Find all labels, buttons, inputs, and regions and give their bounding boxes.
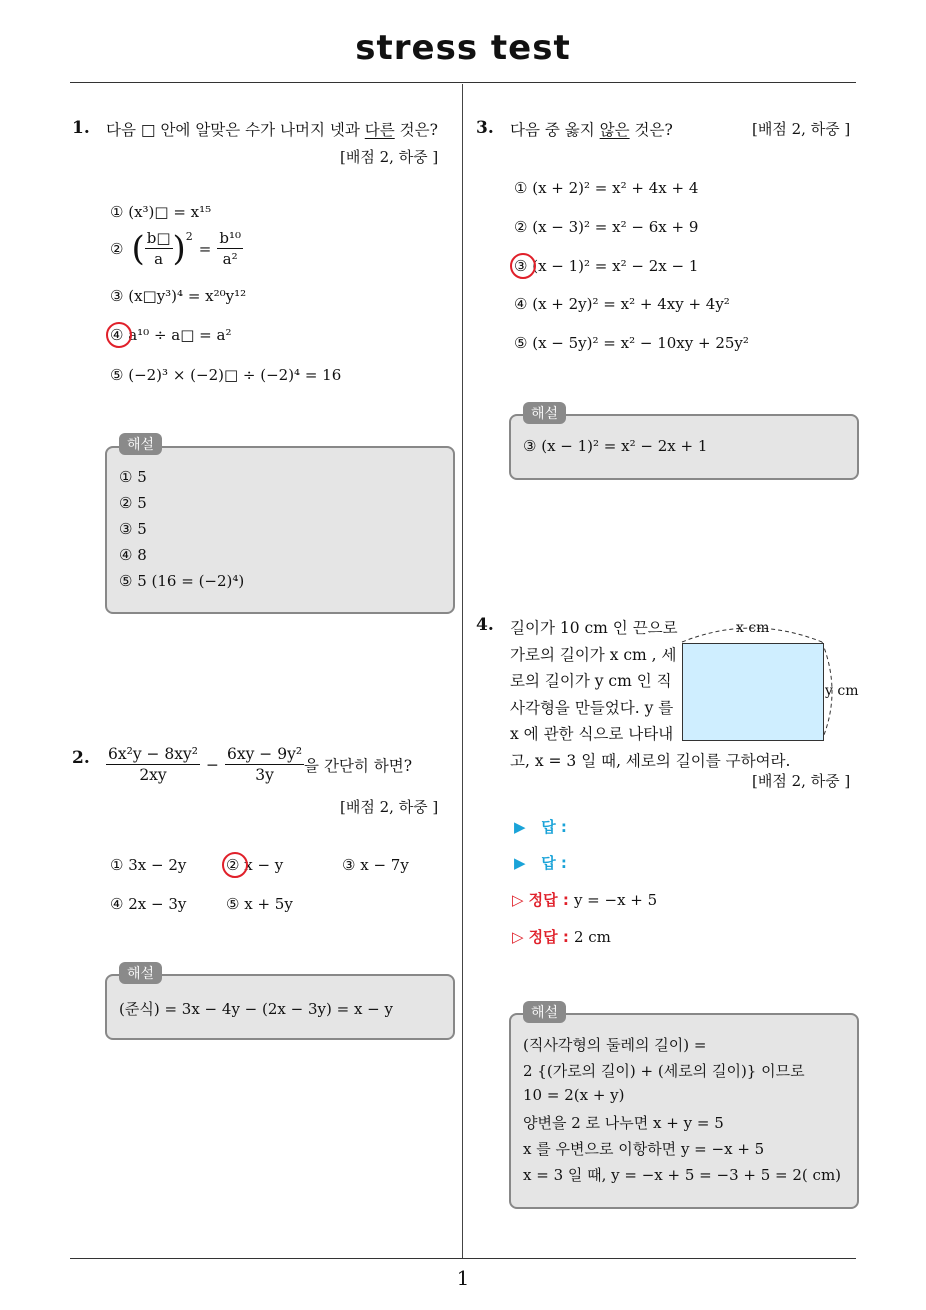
- q2-solution-line: (준식) = 3x − 4y − (2x − 3y) = x − y: [119, 1000, 393, 1018]
- page-number: 1: [456, 1266, 470, 1290]
- q1-option-2[interactable]: ② ( $\frac{b□}{a}$ ) 2 = $\frac{\text{b¹⁰}}{\text{a²}}$: [110, 228, 241, 269]
- q2-number: 2.: [72, 748, 90, 768]
- q3-option-5[interactable]: ⑤ (x − 5y)² = x² − 10xy + 25y²: [514, 334, 749, 352]
- q3-solution-tag: 해설: [523, 402, 566, 424]
- q3-number: 3.: [476, 118, 494, 138]
- q3-option-2[interactable]: ② (x − 3)² = x² − 6x + 9: [514, 218, 699, 236]
- q1-meta: [배점 2, 하중 ]: [340, 148, 439, 166]
- correct-answer-row: ▷ 정답 : y = −x + 5: [512, 891, 658, 909]
- answer-row: ▶ 답 :: [514, 818, 567, 836]
- q2-solution-tag: 해설: [119, 962, 162, 984]
- q1-option-1[interactable]: ① (x³)□ = x¹⁵: [110, 203, 212, 221]
- q4-solution-line: 양변을 2 로 나누면 x + y = 5: [523, 1114, 724, 1132]
- q2-text: $\frac{\text{6x²y − 8xy²}}{2xy}$ − $\frac{\text{6xy − 9y²}}{3y}$ 을 간단히 하면?: [108, 745, 413, 784]
- column-divider: [462, 84, 463, 1258]
- play-icon: ▶: [514, 854, 526, 872]
- q1-solution-line: ① 5: [119, 468, 147, 486]
- height-label: y cm: [825, 683, 859, 699]
- q4-meta: [배점 2, 하중 ]: [752, 772, 851, 790]
- q3-option-1[interactable]: ① (x + 2)² = x² + 4x + 4: [514, 179, 699, 197]
- outline-play-icon: ▷: [512, 928, 524, 946]
- q1-text: 다음 □ 안에 알맞은 수가 나머지 넷과 다른 것은?: [106, 121, 438, 139]
- outline-play-icon: ▷: [512, 891, 524, 909]
- q1-solution-line: ② 5: [119, 494, 147, 512]
- q4-solution-line: 2 {(가로의 길이) + (세로의 길이)} 이므로: [523, 1062, 805, 1080]
- q2-option-3[interactable]: ③ x − 7y: [342, 856, 409, 874]
- q2-option-5[interactable]: ⑤ x + 5y: [226, 895, 293, 913]
- width-label: x cm: [736, 620, 770, 636]
- q4-solution-line: (직사각형의 둘레의 길이) =: [523, 1036, 707, 1054]
- q3-option-4[interactable]: ④ (x + 2y)² = x² + 4xy + 4y²: [514, 295, 730, 313]
- q3-text: 다음 중 옳지 않은 것은?: [510, 121, 673, 139]
- q4-text: 길이가 10 cm 인 끈으로 가로의 길이가 x cm , 세 로의 길이가 y cm 인 직 사각형을 만들었다. y 를 x 에 관한 식으로 나타내 고, x = 3 일 때, 세로의 길이를 구하여라.: [510, 619, 791, 770]
- q1-solution-line: ④ 8: [119, 546, 147, 564]
- q3-solution-line: ③ (x − 1)² = x² − 2x + 1: [523, 437, 708, 455]
- q4-solution-tag: 해설: [523, 1001, 566, 1023]
- q4-solution-line: x = 3 일 때, y = −x + 5 = −3 + 5 = 2( cm): [523, 1166, 842, 1184]
- q2-option-1[interactable]: ① 3x − 2y: [110, 856, 187, 874]
- answer-circle-mark: [106, 322, 132, 348]
- q1-option-3[interactable]: ③ (x□y³)⁴ = x²⁰y¹²: [110, 287, 247, 305]
- q1-solution-line: ⑤ 5 (16 = (−2)⁴): [119, 572, 245, 590]
- q4-solution-line: 10 = 2(x + y): [523, 1086, 625, 1104]
- q2-meta: [배점 2, 하중 ]: [340, 798, 439, 816]
- q1-solution-tag: 해설: [119, 433, 162, 455]
- answer-row: ▶ 답 :: [514, 854, 567, 872]
- q1-option-4[interactable]: ④ a¹⁰ ÷ a□ = a²: [110, 326, 232, 344]
- q1-option-5[interactable]: ⑤ (−2)³ × (−2)□ ÷ (−2)⁴ = 16: [110, 366, 342, 384]
- footer-rule: [70, 1258, 856, 1259]
- play-icon: ▶: [514, 818, 526, 836]
- q2-option-4[interactable]: ④ 2x − 3y: [110, 895, 187, 913]
- answer-circle-mark: [222, 852, 248, 878]
- q4-solution-line: x 를 우변으로 이항하면 y = −x + 5: [523, 1140, 765, 1158]
- q3-meta: [배점 2, 하중 ]: [752, 120, 851, 138]
- rectangle-shape: [682, 643, 824, 741]
- q2-option-2[interactable]: ② x − y: [226, 856, 284, 874]
- answer-circle-mark: [510, 253, 536, 279]
- page-title: stress test: [355, 28, 571, 68]
- q4-number: 4.: [476, 615, 494, 635]
- q3-option-3[interactable]: ③ (x − 1)² = x² − 2x − 1: [514, 257, 699, 275]
- correct-answer-row: ▷ 정답 : 2 cm: [512, 928, 611, 946]
- header-rule: [70, 82, 856, 83]
- q1-solution-line: ③ 5: [119, 520, 147, 538]
- q1-number: 1.: [72, 118, 90, 138]
